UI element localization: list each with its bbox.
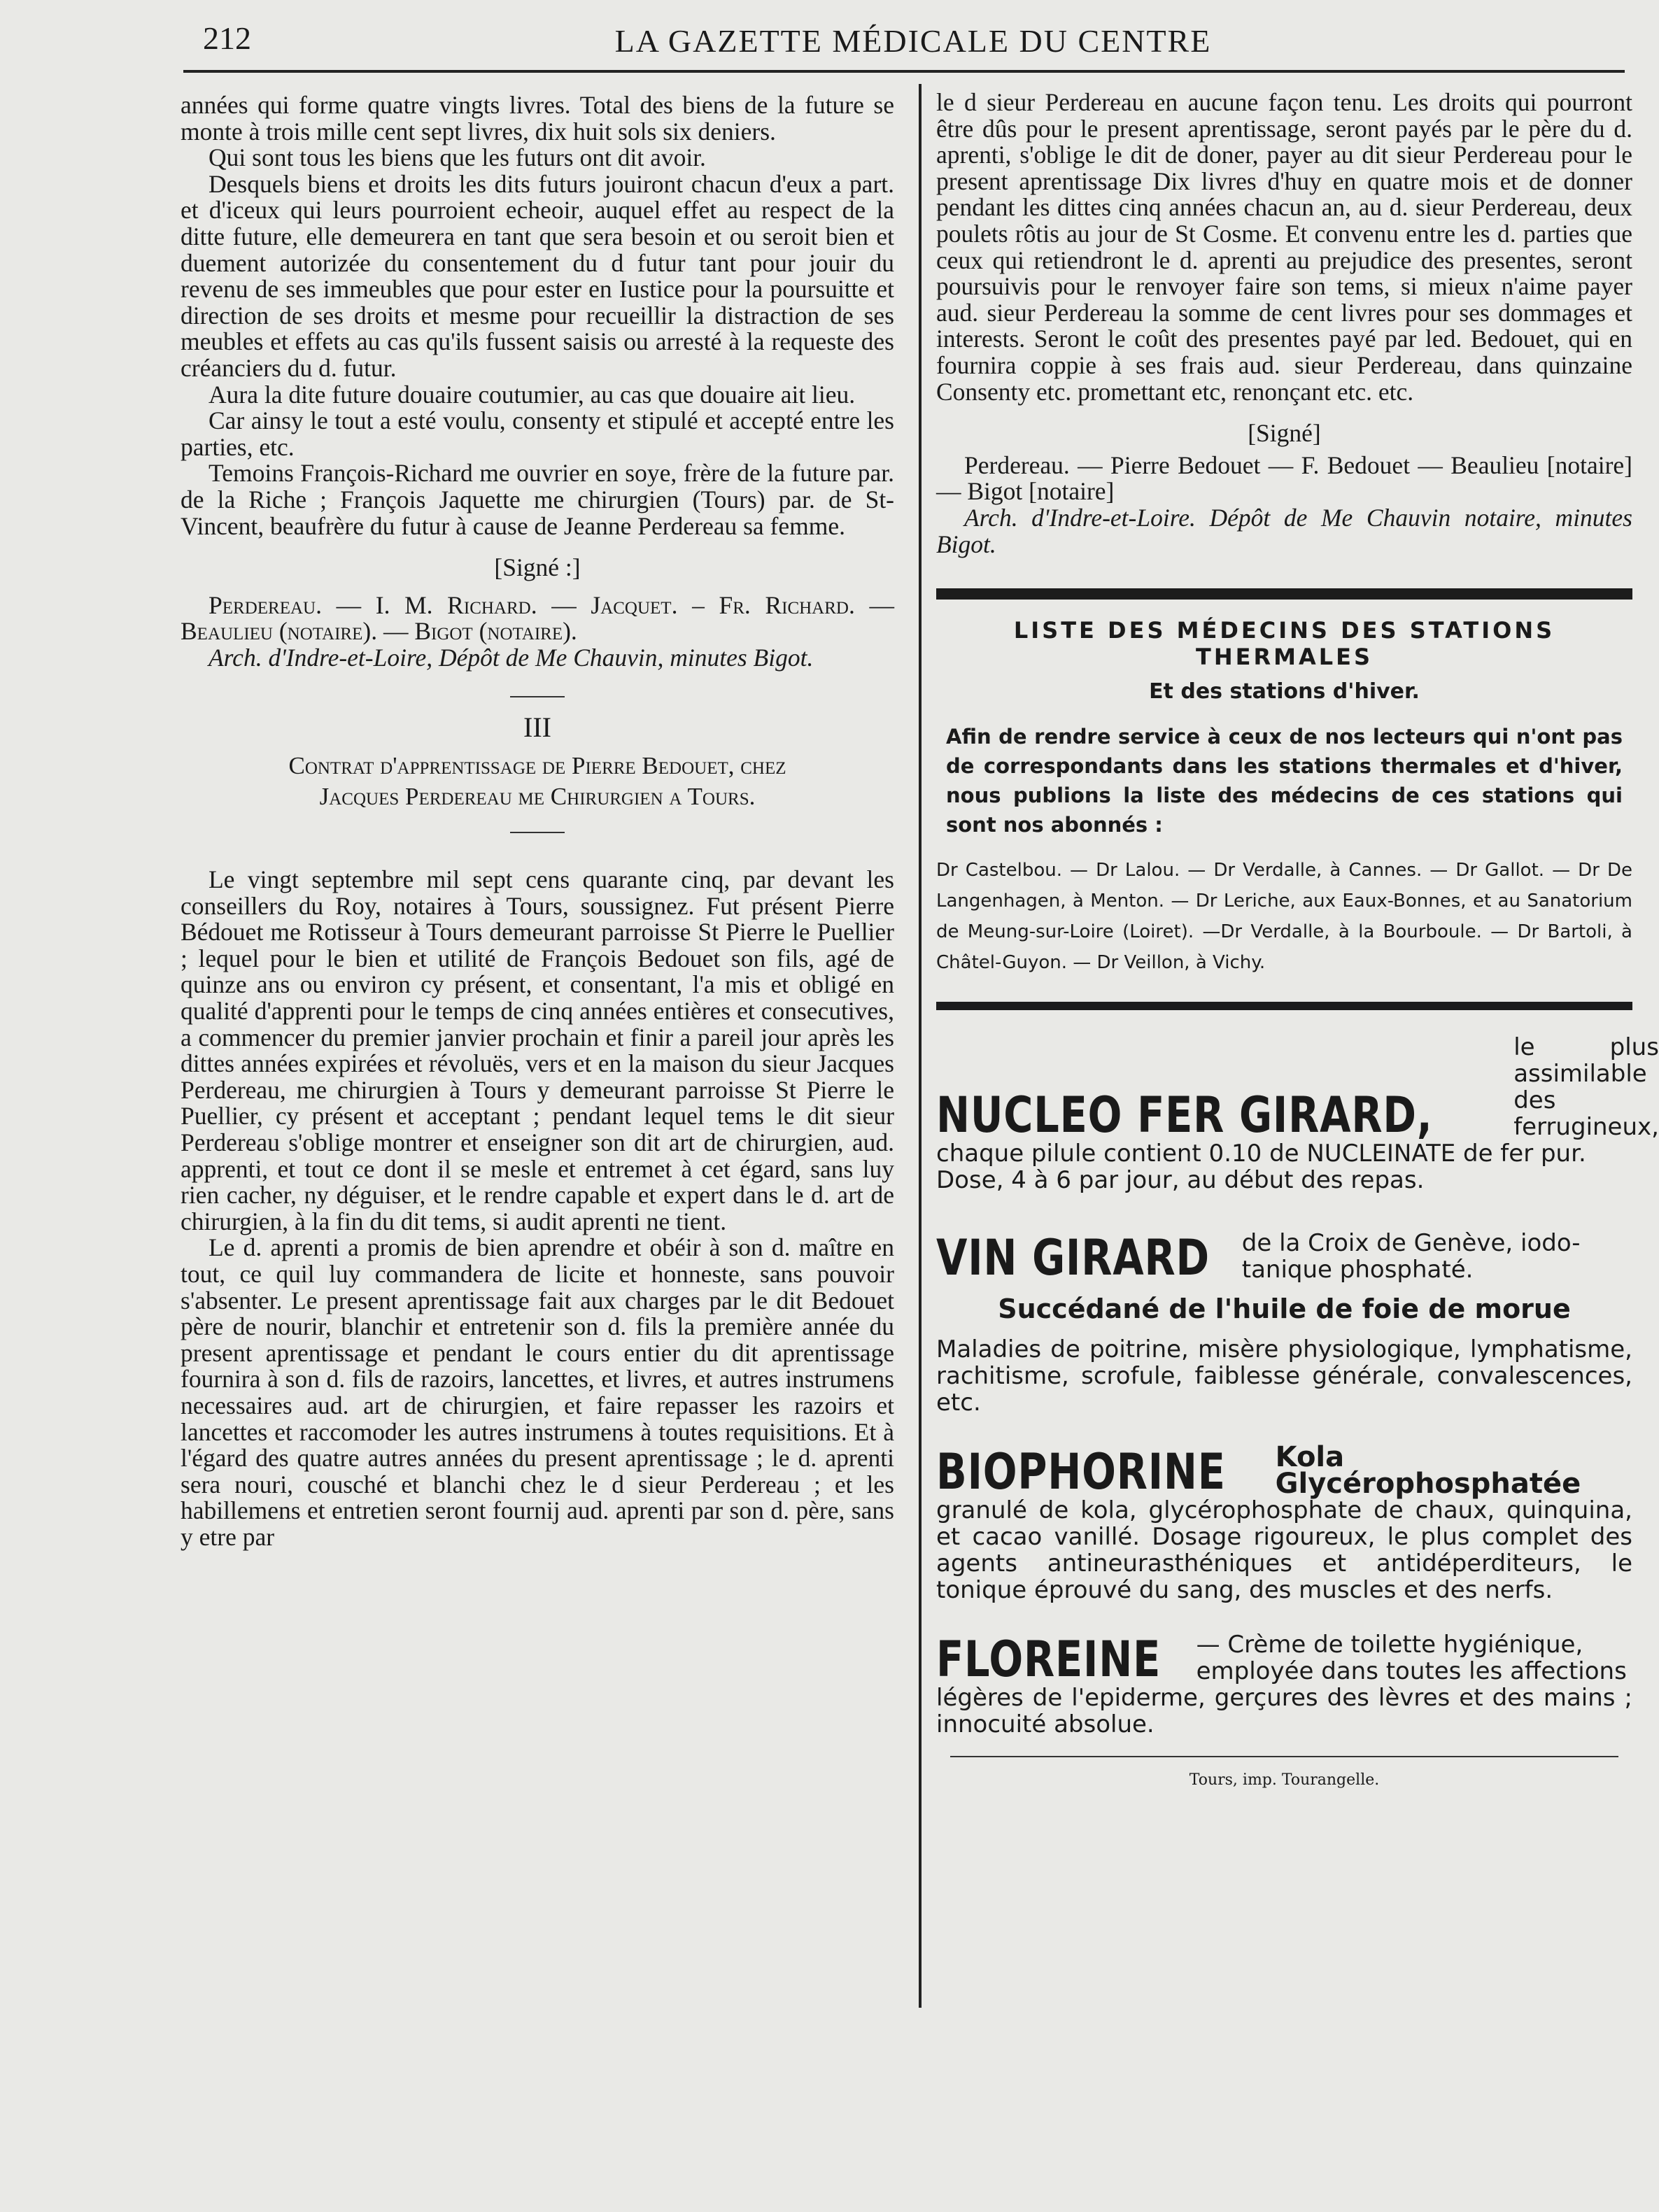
ad-floreine — [936, 1631, 1632, 1738]
signatures: Perdereau. — I. M. Richard. — Jacquet. – Fr. Richard. — Beaulieu (notaire). — Bigot (notaire). — [181, 590, 894, 646]
footer-rule — [950, 1756, 1618, 1757]
ad-text: légères de l'epiderme, gerçures des lèvres et des mains ; innocuité absolue. — [936, 1683, 1632, 1738]
imprint: Tours, imp. Tourangelle. — [1189, 1771, 1380, 1789]
column-divider — [919, 84, 922, 2008]
liste-intro: Afin de rendre service à ceux de nos lecteurs qui n'ont pas de correspondants dans les stations thermales et d'hiver, nous publions la liste des médecins de ces stations qui sont nos abonnés : — [946, 724, 1623, 837]
page-header — [203, 13, 1623, 76]
ad-side-line: des ferrugineux, — [1513, 1086, 1659, 1141]
section-number: III — [523, 711, 551, 744]
ad-line: Dose, 4 à 6 par jour, au début des repas. — [936, 1165, 1425, 1194]
brand-biophorine: BIOPHORINE — [936, 1442, 1226, 1501]
paragraph: Temoins François-Richard me ouvrier en soye, frère de la future par. de la Riche ; François Jaquette me chirurgien (Tours) par. de St-Vincent, beaufrère du futur à cause de Jeanne Perdereau sa femme. — [181, 459, 894, 540]
ad-side-text — [1242, 1230, 1581, 1283]
paragraph: Car ainsy le tout a esté voulu, consenty et stipulé et accepté entre les parties, etc. — [181, 406, 894, 461]
ad-side-text: Kola Glycérophosphatée — [1275, 1440, 1581, 1500]
paragraph: Le d. aprenti a promis de bien aprendre et obéir à son d. maître en tout, ce quil luy commandera de licite et honneste, sans pouvoir s'absenter. Le present aprentissage fait aux charges par le dit Bedouet père de nourir, blanchir et entretenir son d. fils la première année du present aprentissage et pendant le cours entier du dit aprentissage fournira à son d. fils de razoirs, lancettes, et livres, et autres instrumens necessaires aud. art de chirurgien, et faire repasser les razoirs et lancettes et raccomoder les autres instrumens à toutes requisitions. Et à l'égard des quatre autres années du present aprentissage ; le d. aprenti sera nouri, cousché et blanchi chez le d sieur Perdereau ; et les habillemens et entretien seront fournij aud. aprenti par son d. père, sans y etre par — [181, 1233, 894, 1551]
ad-line: chaque pilule contient 0.10 de NUCLEINATE de fer pur. — [936, 1139, 1586, 1168]
ad-side-line: — Crème de toilette hygiénique, — [1196, 1630, 1583, 1659]
ad-side-line: le plus assimilable — [1513, 1033, 1659, 1088]
header-rule — [183, 70, 1625, 73]
contract-title-line-1: Contrat d'apprentissage de Pierre Bedouet, chez — [288, 752, 786, 780]
signed-label: [Signé] — [1248, 419, 1321, 448]
ad-side-line: employée dans toutes les affections — [1196, 1657, 1627, 1685]
signatures: Perdereau. — Pierre Bedouet — F. Bedouet — Beaulieu [notaire] — Bigot [notaire] — [936, 451, 1632, 506]
brand-floreine: FLOREINE — [936, 1630, 1162, 1688]
thick-rule — [936, 588, 1632, 600]
ad-nucleo-fer-girard — [936, 1033, 1659, 1194]
doctors-list-section — [936, 618, 1632, 978]
liste-subtitle: Et des stations d'hiver. — [1149, 679, 1420, 704]
ad-biophorine — [936, 1440, 1632, 1604]
page-number: 212 — [203, 20, 251, 56]
brand-vin-girard: VIN GIRARD — [936, 1228, 1210, 1286]
separator — [510, 832, 565, 833]
liste-title: LISTE DES MÉDECINS DES STATIONS THERMALES — [1013, 617, 1555, 670]
left-column — [181, 92, 894, 1551]
signed-label: [Signé :] — [494, 553, 581, 582]
brand-nucleo-fer-girard: NUCLEO FER GIRARD, — [936, 1086, 1433, 1144]
archive-reference: Arch. d'Indre-et-Loire. Dépôt de Me Chauvin notaire, minutes Bigot. — [936, 503, 1632, 558]
journal-title: LA GAZETTE MÉDICALE DU CENTRE — [614, 23, 1212, 59]
paragraph: Qui sont tous les biens que les futurs ont dit avoir. — [209, 143, 706, 172]
ad-side-line: tanique phosphaté. — [1241, 1255, 1474, 1284]
ad-text: Maladies de poitrine, misère physiologique, lymphatisme, rachitisme, scrofule, faiblesse générale, convalescences, etc. — [936, 1335, 1632, 1417]
paragraph: années qui forme quatre vingts livres. Total des biens de la future se monte à trois mille cent sept livres, dix huit sols six deniers. — [181, 91, 894, 146]
thick-rule — [936, 1002, 1632, 1010]
ad-text: granulé de kola, glycérophosphate de chaux, quinquina, et cacao vanillé. Dosage rigoureux, le plus complet des agents antineurasthéniques et antidéperditeurs, le tonique éprouvé du sang, des muscles et des nerfs. — [936, 1496, 1632, 1604]
paragraph: Desquels biens et droits les dits futurs jouiront chacun d'eux a part. et d'iceux qui leurs pourroient echeoir, auquel effet au respect de la ditte future, elle demeurera en tant que sera besoin et ou seroit bien et duement autorizée du consentement du d futur tant pour jouir du revenu de ses immeubles que pour ester en Iustice pour la poursuitte et direction de ses droits et mesme pour recueillir la distraction de ses meubles et effets au cas qu'ils fussent saisis ou arresté à la requeste des créanciers du d. futur. — [181, 169, 894, 382]
doctors-list: Dr Castelbou. — Dr Lalou. — Dr Verdalle, à Cannes. — Dr Gallot. — Dr De Langenhagen, à Menton. — Dr Leriche, aux Eaux-Bonnes, et au Sanatorium de Meung-sur-Loire (Loiret). —Dr Verdalle, à la Bourboule. — Dr Bartoli, à Châtel-Guyon. — Dr Veillon, à Vichy. — [936, 859, 1632, 973]
ad-vin-girard — [936, 1230, 1632, 1416]
ad-subtitle: Succédané de l'huile de foie de morue — [998, 1293, 1571, 1324]
contract-title-line-2: Jacques Perdereau me Chirurgien a Tours. — [319, 783, 756, 811]
archive-reference: Arch. d'Indre-et-Loire, Dépôt de Me Chauvin, minutes Bigot. — [209, 643, 814, 672]
paragraph: le d sieur Perdereau en aucune façon tenu. Les droits qui pourront être dûs pour le present aprentissage, seront payés par le père du d. aprenti, s'oblige le dit de doner, payer au dit sieur Perdereau pour le present aprentissage Dix livres d'huy en quatre mois et de donner pendant les dittes cinq années chacun an, au d. sieur Perdereau, deux poulets rôtis au jour de St Cosme. Et convenu entre les d. parties que ceux qui retiendront le d. aprenti au prejudice des presentes, seront poursuivis pour le renvoyer faire son tems, si mieux n'aime payer aud. sieur Perdereau la somme de cent livres pour ses dommages et interests. Seront le coût des presentes payé par led. Bedouet, qui en fournira coppie à ses frais aud. sieur Perdereau, dans quinzaine Consenty etc. promettant etc, renonçant etc. etc. — [936, 88, 1632, 406]
paragraph: Le vingt septembre mil sept cens quarante cinq, par devant les conseillers du Roy, notaires à Tours, soussignez. Fut présent Pierre Bédouet me Rotisseur à Tours demeurant parroisse St Pierre le Puellier ; lequel pour le bien et utilité de François Bedouet son fils, agé de quinze ans ou environ cy présent, et consentant, l'a mis et obligé en qualité d'apprenti pour le temps de cinq années entières et consecutives, a commencer du premier janvier prochain et finir a pareil jour après les dittes années expirées et révoluës, vers et en la maison du sieur Jacques Perdereau, me chirurgien à Tours y demeurant parroisse St Pierre le Puellier, cy présent et acceptant ; pendant lequel tems le dit sieur Perdereau s'oblige montrer et enseigner son dit art de chirurgien, aud. apprenti, et tout ce dont il se mesle et entremet à cet égard, sans luy rien cacher, ny déguiser, et le rendre capable et expert dans le d. art de chirurgien, à la fin du dit tems, si audit aprenti ne tient. — [181, 865, 894, 1235]
right-column — [936, 88, 1659, 1793]
ad-side-line: de la Croix de Genève, iodo- — [1241, 1228, 1581, 1257]
ad-side-text — [1513, 1034, 1659, 1140]
ad-side-text — [1196, 1631, 1627, 1685]
separator — [510, 696, 565, 697]
paragraph: Aura la dite future douaire coutumier, au cas que douaire ait lieu. — [209, 380, 856, 409]
